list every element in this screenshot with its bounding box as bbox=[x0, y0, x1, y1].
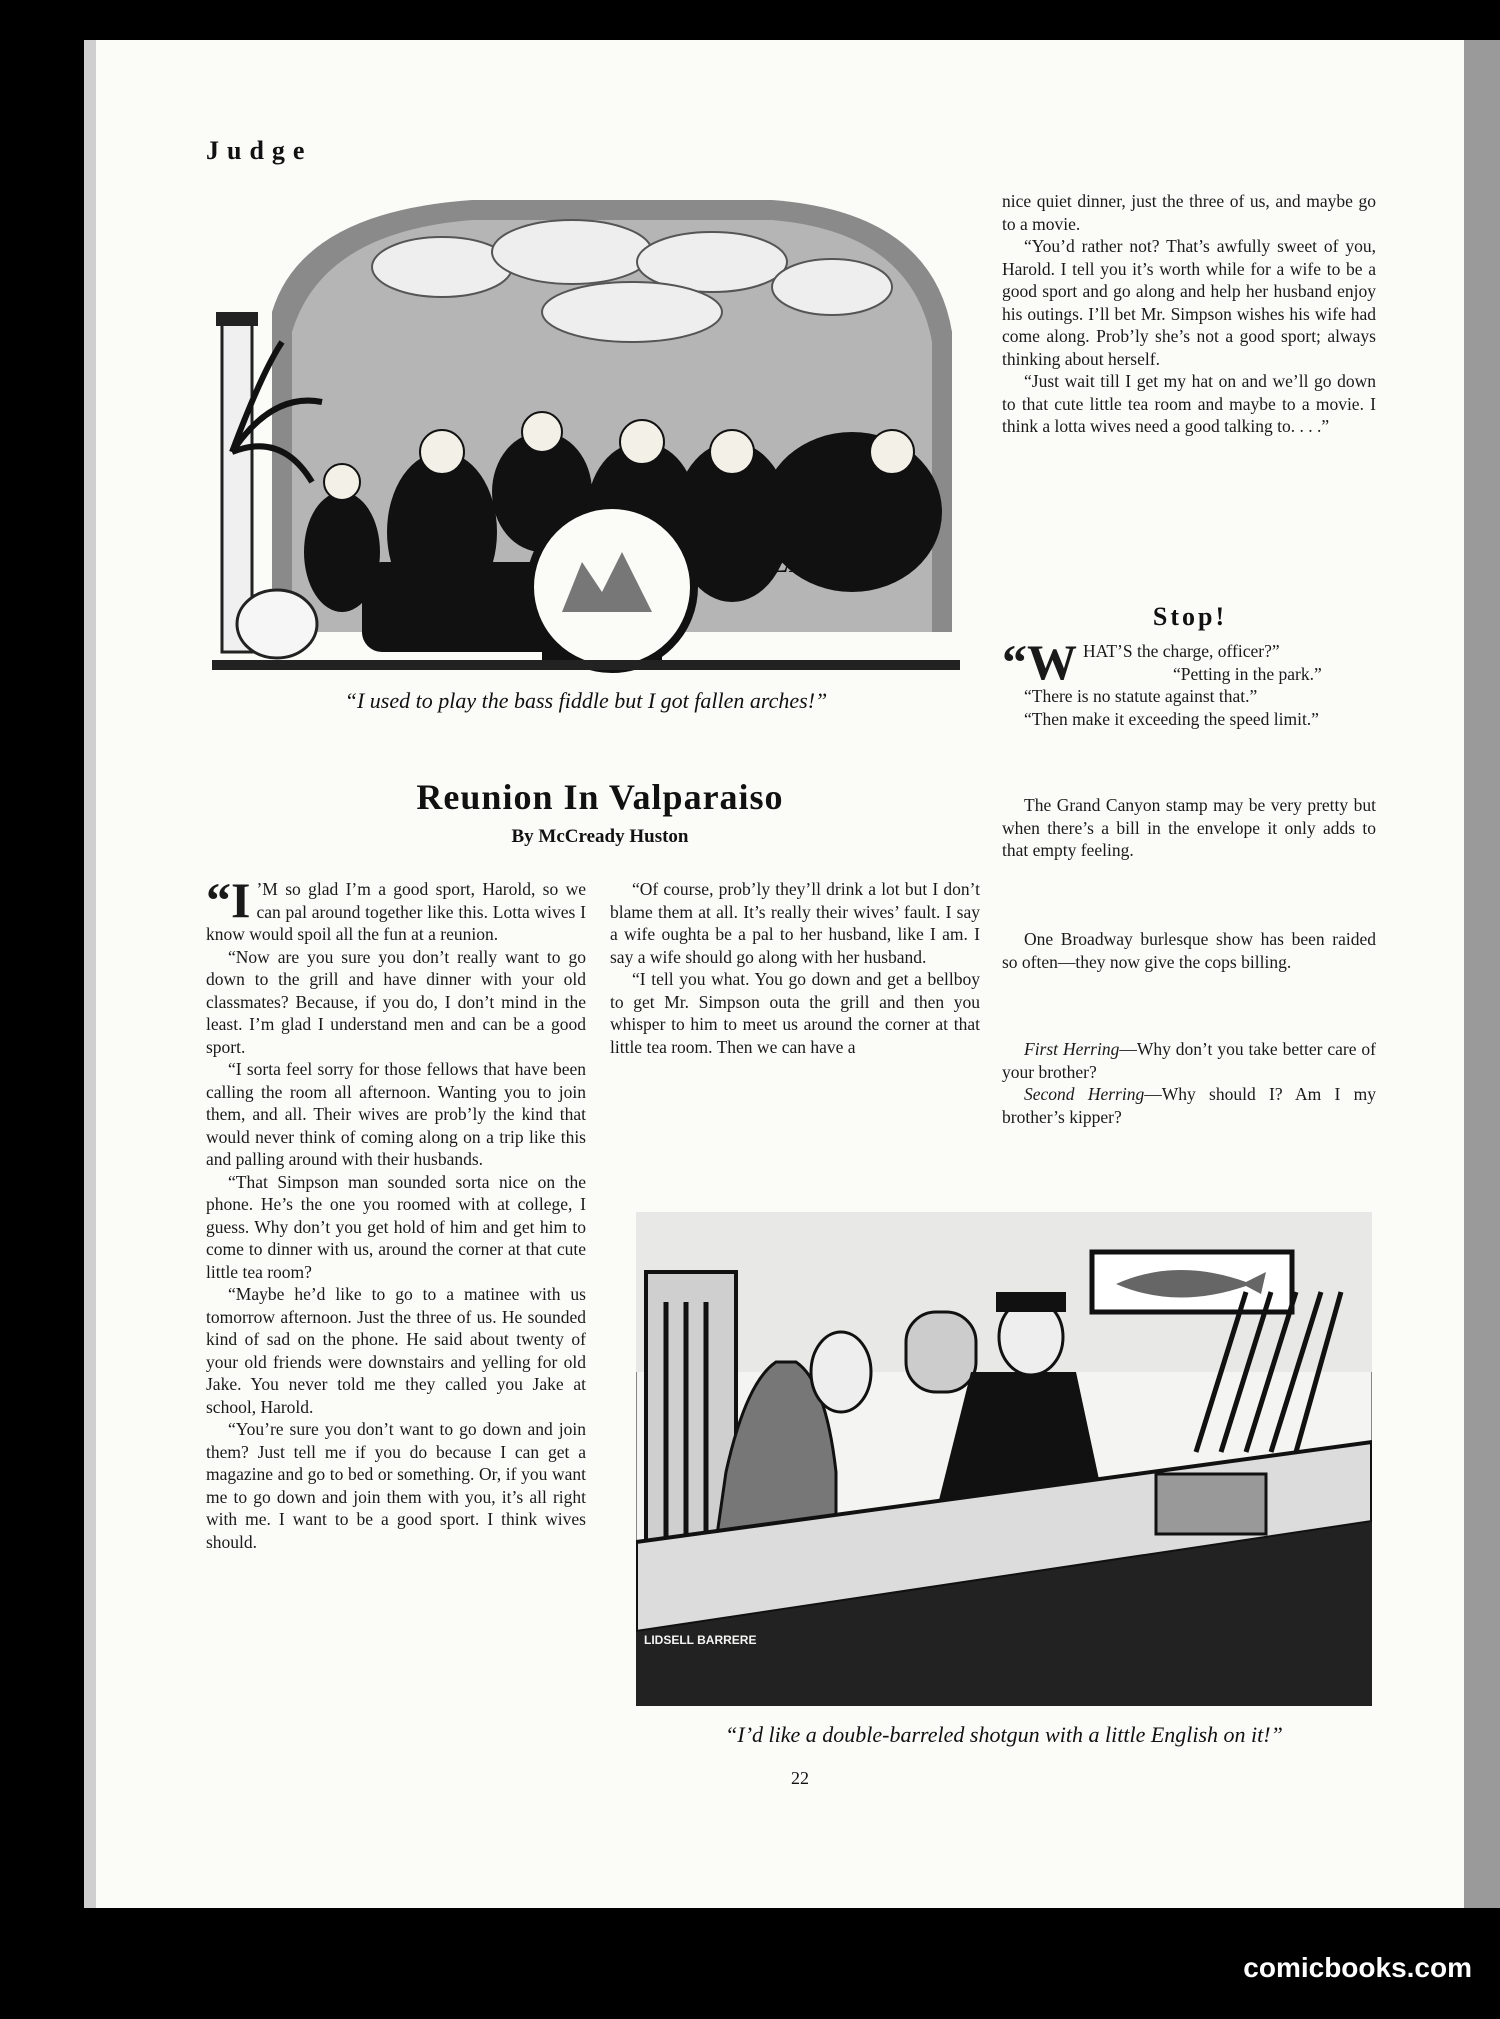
cartoon1-signature: ZEZY bbox=[772, 548, 842, 579]
article-paragraph: “Now are you sure you don’t really want to go down to the grill and have dinner with your old classmates? Because, if you do, I don’t mind in the least. I’m glad I understand men and can be a good sport. bbox=[206, 946, 586, 1057]
herring2-speaker: Second Herring bbox=[1024, 1084, 1145, 1104]
stop-dropcap: W bbox=[1027, 634, 1077, 690]
page-number: 22 bbox=[791, 1768, 809, 1788]
herring2-text: —Why should I? Am I my brother’s kipper? bbox=[1002, 1084, 1376, 1127]
cartoon1-caption: “I used to play the bass fiddle but I got fallen arches!” bbox=[344, 688, 828, 713]
joke-burlesque-text: One Broadway burlesque show has been raided so often—they now give the cops billing. bbox=[1002, 929, 1376, 972]
article-column-1 bbox=[206, 872, 586, 1553]
article-paragraph: “Maybe he’d like to go to a matinee with us tomorrow afternoon. Just the three of us. He sounded kind of sad on the phone. He said about twenty of your old friends were downstairs and yelling for old Jake. You never told me they called you Jake at school, Harold. bbox=[206, 1284, 586, 1417]
masthead: Judge bbox=[206, 136, 313, 165]
article-column-3 bbox=[1002, 190, 1376, 438]
article-dropcap: I bbox=[231, 872, 251, 928]
band-cartoon bbox=[212, 192, 960, 674]
stop-line: “Then make it exceeding the speed limit.” bbox=[1024, 708, 1319, 729]
gunshop-cartoon bbox=[636, 1212, 1372, 1706]
stop-joke bbox=[1002, 634, 1376, 730]
article-paragraph: “Of course, prob’ly they’ll drink a lot but I don’t blame them at all. It’s really their wives’ fault. I say a wife oughta be a pal to her husband, like I am. I say a wife should go along with her husband. bbox=[610, 879, 980, 967]
article-paragraph: “You’d rather not? That’s awfully sweet of you, Harold. I tell you it’s worth while for a wife to be a good sport and go along and help her husband enjoy his outings. I’ll bet Mr. Simpson wishes his wife had come along. Prob’ly she’s not a good sport; always thinking about herself. bbox=[1002, 236, 1376, 369]
binding-spine bbox=[1464, 40, 1500, 1908]
stop-line: “There is no statute against that.” bbox=[1024, 686, 1258, 706]
joke-burlesque bbox=[1002, 928, 1376, 973]
article-paragraph: “Just wait till I get my hat on and we’ll go down to that cute little tea room and maybe to a movie. I think a lotta wives need a good talking to. . . .” bbox=[1002, 371, 1376, 436]
article-column-2 bbox=[610, 878, 980, 1058]
article-title: Reunion In Valparaiso bbox=[416, 777, 784, 817]
article-paragraph: “I tell you what. You go down and get a bellboy to get Mr. Simpson outa the grill and then you whisper to him to meet us around the corner at that little tea room. Then we can have a bbox=[610, 969, 980, 1057]
page-edge bbox=[84, 40, 96, 1908]
stop-heading: Stop! bbox=[1152, 602, 1228, 631]
cartoon2-signature: LIDSELL BARRERE bbox=[644, 1633, 757, 1647]
stop-first-line: “W HAT’S the charge, officer?” bbox=[1002, 634, 1280, 690]
herring1-text: —Why don’t you take better care of your brother? bbox=[1002, 1039, 1376, 1082]
joke-herring bbox=[1002, 1038, 1376, 1128]
herring-line-1 bbox=[1002, 1038, 1376, 1083]
article-paragraph: “I sorta feel sorry for those fellows that have been calling the room all afternoon. Wanting you to join them, and all. Their wives are prob’ly the kind that would never think of coming along on a trip like this and palling around with their husbands. bbox=[206, 1059, 586, 1169]
article-byline: By McCready Huston bbox=[511, 826, 689, 847]
article-paragraph: “That Simpson man sounded sorta nice on the phone. He’s the one you roomed with at college, I guess. Why don’t you get hold of him and get him to come to dinner with us, around the corner at that cute little tea room? bbox=[206, 1171, 586, 1282]
article-col1-first-text: ’M so glad I’m a good sport, Harold, so we can pal around together like this. Lotta wives I know would spoil all the fun at a reunion. bbox=[206, 879, 586, 944]
article-paragraph: nice quiet dinner, just the three of us, and maybe go to a movie. bbox=[1002, 191, 1376, 234]
cartoon2-caption: “I’d like a double-barreled shotgun with a little English on it!” bbox=[725, 1722, 1283, 1747]
herring-line-2 bbox=[1002, 1083, 1376, 1128]
joke-stamp-text: The Grand Canyon stamp may be very pretty but when there’s a bill in the envelope it only adds to that empty feeling. bbox=[1002, 795, 1376, 860]
joke-stamp bbox=[1002, 794, 1376, 862]
site-credit: comicbooks.com bbox=[1243, 1952, 1472, 1983]
article-col1-first-para: “I ’M so glad I’m a good sport, Harold, so we can pal around together like this. Lotta wives I know would spoil all the fun at a reunion. bbox=[206, 872, 586, 944]
herring1-speaker: First Herring bbox=[1024, 1039, 1120, 1059]
article-paragraph: “You’re sure you don’t want to go down and join them? Just tell me if you do because I can get a magazine and go to bed or something. Or, if you want me to go down and join them with you, it’s all right with me. I want to be a good sport. I think wives should. bbox=[206, 1419, 586, 1552]
stop-first-text: HAT’S the charge, officer?” bbox=[1083, 641, 1280, 661]
stop-line: “Petting in the park.” bbox=[1173, 663, 1322, 684]
